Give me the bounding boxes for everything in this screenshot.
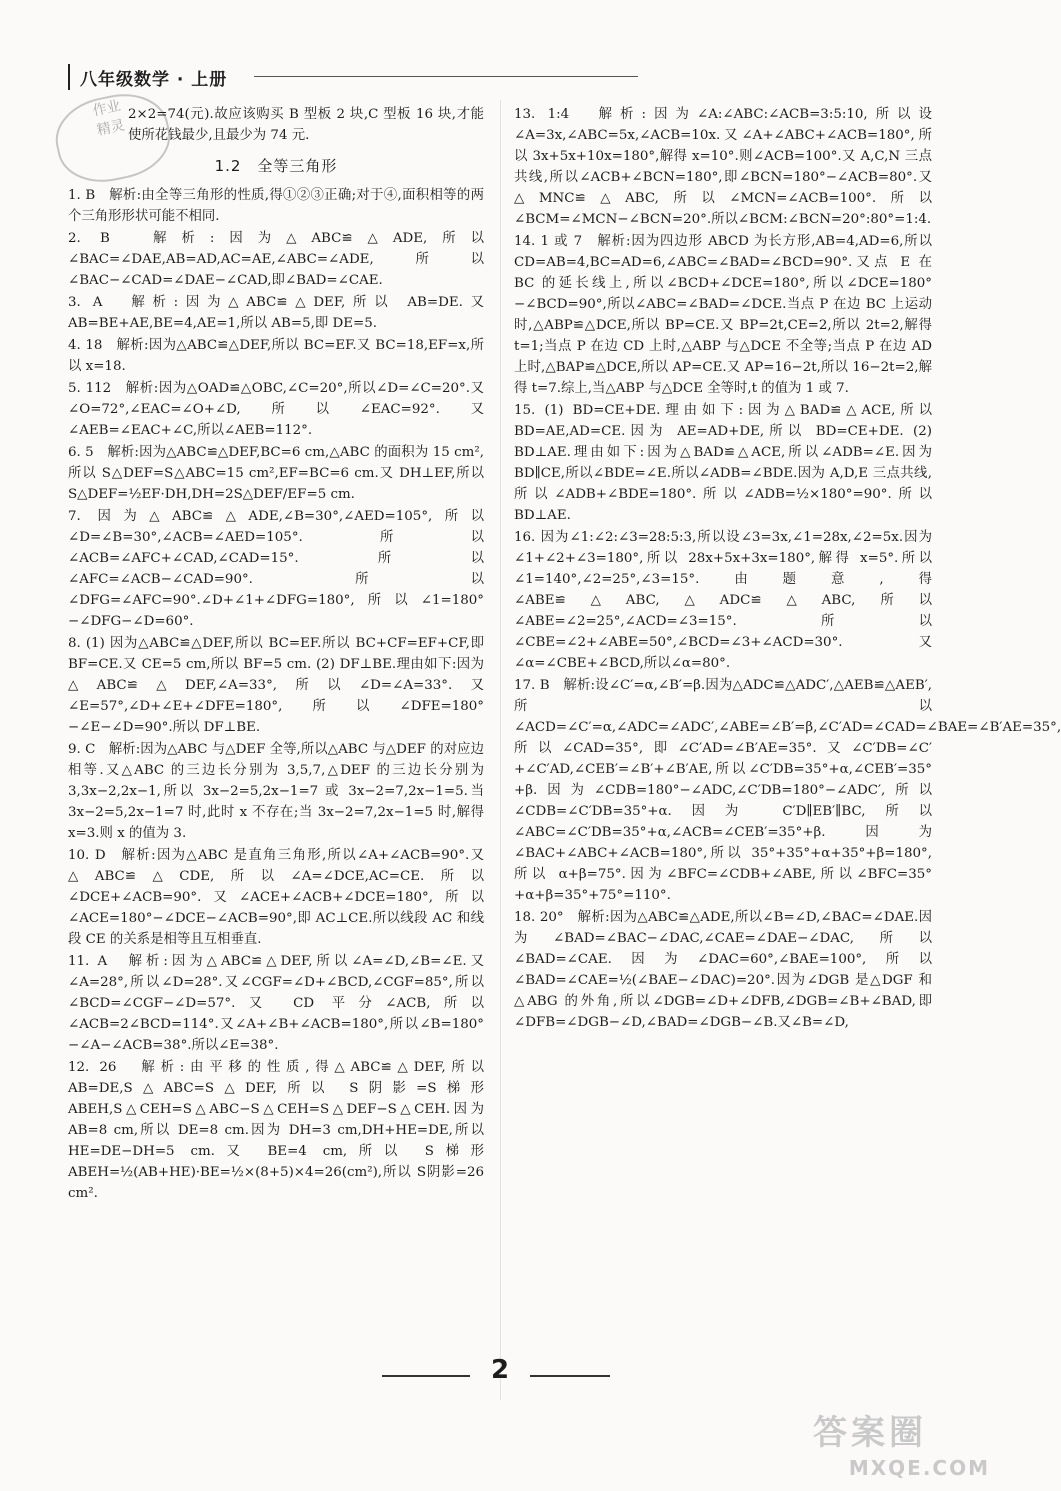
answer-item: 11. A 解析:因为△ABC≌△DEF,所以∠A=∠D,∠B=∠E.又∠A=28°,所以∠D=28°.又∠CGF=∠D+∠BCD,∠CGF=85°,所以∠BCD=∠CGF−∠D=57°.又 CD 平分∠ACB,所以∠ACB=2∠BCD=114°.又∠A+∠B+∠ACB=180°,所以∠B=180°−∠A−∠ACB=38°.所以∠E=38°. (68, 954, 484, 1053)
answer-item: 6. 5 解析:因为△ABC≌△DEF,BC=6 cm,△ABC 的面积为 15 cm²,所以 S△DEF=S△ABC=15 cm²,EF=BC=6 cm.又 DH⊥EF,所以 S△DEF=½EF·DH,DH=2S△DEF/EF=5 cm. (68, 445, 484, 502)
answer-item: 3. A 解析:因为△ABC≌△DEF,所以 AB=DE.又 AB=BE+AE,BE=4,AE=1,所以 AB=5,即 DE=5. (68, 295, 484, 331)
intro-text: 2×2=74(元).故应该购买 B 型板 2 块,C 型板 16 块,才能使所花钱最少,且最少为 74 元. (128, 107, 484, 143)
answer-item: 12. 26 解析:由平移的性质,得△ABC≌△DEF,所以 AB=DE,S△ABC=S△DEF,所以 S阴影=S梯形ABEH,S△CEH=S△ABC−S△CEH=S△DEF−S△CEH.因为 AB=8 cm,所以 DE=8 cm.因为 DH=3 cm,DH+HE=DE,所以 HE=DE−DH=5 cm.又 BE=4 cm,所以 S梯形ABEH=½(AB+HE)·BE=½×(8+5)×4=26(cm²),所以 S阴影=26 cm². (68, 1060, 484, 1201)
watermark-line1: 答案圈 (813, 1413, 927, 1453)
header-rule (254, 76, 638, 77)
section-title: 1.2 全等三角形 (214, 157, 338, 175)
page-footer (0, 1355, 1000, 1395)
column-divider (500, 100, 501, 1400)
answer-item: 17. B 解析:设∠C′=α,∠B′=β.因为△ADC≌△ADC′,△AEB≌△AEB′,所以∠ACD=∠C′=α,∠ADC=∠ADC′,∠ABE=∠B′=β,∠C′AD=∠CAD=∠BAE=∠B′AE=35°,所以∠CAD=35°,即∠C′AD=∠B′AE=35°.又∠C′DB=∠C′+∠C′AD,∠CEB′=∠B′+∠B′AE,所以∠C′DB=35°+α,∠CEB′=35°+β.因为∠CDB=180°−∠ADC,∠C′DB=180°−∠ADC′,所以∠CDB=∠C′DB=35°+α.因为 C′D∥EB′∥BC,所以∠ABC=∠C′DB=35°+α,∠ACB=∠CEB′=35°+β.因为∠BAC+∠ABC+∠ACB=180°,所以 35°+35°+α+35°+β=180°,所以 α+β=75°.因为∠BFC=∠CDB+∠ABE,所以∠BFC=35°+α+β=35°+75°=110°. (514, 678, 1061, 903)
answer-item: 7. 因为△ABC≌△ADE,∠B=30°,∠AED=105°,所以∠D=∠B=30°,∠ACB=∠AED=105°.所以∠ACB=∠AFC+∠CAD,∠CAD=15°.所以∠AFC=∠ACB−∠CAD=90°.所以∠DFG=∠AFC=90°.∠D+∠1+∠DFG=180°,所以∠1=180°−∠DFG−∠D=60°. (68, 509, 484, 629)
answer-item: 16. 因为∠1:∠2:∠3=28:5:3,所以设∠3=3x,∠1=28x,∠2=5x.因为∠1+∠2+∠3=180°,所以 28x+5x+3x=180°,解得 x=5°.所以∠1=140°,∠2=25°,∠3=15°.由题意,得∠ABE≌△ABC,△ADC≌△ABC,所以∠ABE=∠2=25°,∠ACD=∠3=15°.所以∠CBE=∠2+∠ABE=50°,∠BCD=∠3+∠ACD=30°.又∠α=∠CBE+∠BCD,所以∠α=80°. (514, 530, 932, 671)
answer-item: 13. 1:4 解析:因为∠A:∠ABC:∠ACB=3:5:10,所以设∠A=3x,∠ABC=5x,∠ACB=10x.又∠A+∠ABC+∠ACB=180°,所以 3x+5x+10x=180°,解得 x=10°.则∠ACB=100°.又 A,C,N 三点共线,所以∠ACB+∠BCN=180°,即∠BCN=180°−∠ACB=80°.又△MNC≌△ABC,所以∠MCN=∠ACB=100°.所以∠BCM=∠MCN−∠BCN=20°.所以∠BCM:∠BCN=20°:80°=1:4. (514, 107, 932, 227)
answer-item: 15. (1) BD=CE+DE.理由如下:因为△BAD≌△ACE,所以 BD=AE,AD=CE.因为 AE=AD+DE,所以 BD=CE+DE. (2) BD⊥AE.理由如下:因为△BAD≌△ACE,所以∠ADB=∠E.因为 BD∥CE,所以∠BDE=∠E.所以∠ADB=∠BDE.因为 A,D,E 三点共线,所以∠ADB+∠BDE=180°.所以∠ADB=½×180°=90°.所以 BD⊥AE. (514, 403, 932, 523)
right-column (514, 104, 1061, 1034)
stamp-line1: 作业 (91, 97, 123, 120)
stamp-line2: 精灵 (95, 117, 127, 139)
answer-item: 8. (1) 因为△ABC≌△DEF,所以 BC=EF.所以 BC+CF=EF+CF,即 BF=CE.又 CE=5 cm,所以 BF=5 cm. (2) DF⊥BE.理由如下:因为△ABC≌△DEF,∠A=33°,所以∠D=∠A=33°.又∠E=57°,∠D+∠E+∠DFE=180°,所以∠DFE=180°−∠E−∠D=90°.所以 DF⊥BE. (68, 636, 484, 735)
left-column (68, 104, 484, 1205)
watermark-logo (750, 1405, 990, 1485)
header-bar (68, 64, 70, 90)
header-title: 八年级数学 · 上册 (80, 70, 228, 90)
page-number: 2 (490, 1355, 510, 1385)
footer-rule-right (530, 1375, 610, 1377)
answer-item: 4. 18 解析:因为△ABC≌△DEF,所以 BC=EF.又 BC=18,EF=x,所以 x=18. (68, 338, 484, 374)
answer-item: 1. B 解析:由全等三角形的性质,得①②③正确;对于④,面积相等的两个三角形形状可能不相同. (68, 188, 484, 224)
answer-item: 14. 1 或 7 解析:因为四边形 ABCD 为长方形,AB=4,AD=6,所以 CD=AB=4,BC=AD=6,∠ABC=∠BAD=∠BCD=90°.又点 E 在 BC 的延长线上,所以∠BCD+∠DCE=180°,所以∠DCE=180°−∠BCD=90°,所以∠ABC=∠BAD=∠DCE.当点 P 在边 BC 上运动时,△ABP≌△DCE,所以 BP=CE.又 BP=2t,CE=2,所以 2t=2,解得 t=1;当点 P 在边 CD 上时,△ABP 与△DCE 不全等;当点 P 在边 AD 上时,△BAP≌△DCE,所以 AP=CE.又 AP=16−2t,所以 16−2t=2,解得 t=7.综上,当△ABP 与△DCE 全等时,t 的值为 1 或 7. (514, 234, 932, 396)
watermark-line2: MXQE.COM (848, 1456, 990, 1480)
answer-item: 9. C 解析:因为△ABC 与△DEF 全等,所以△ABC 与△DEF 的对应边相等.又△ABC 的三边长分别为 3,5,7,△DEF 的三边长分别为 3,3x−2,2x−1,所以 3x−2=5,2x−1=7 或 3x−2=7,2x−1=5.当 3x−2=5,2x−1=7 时,此时 x 不存在;当 3x−2=7,2x−1=5 时,解得 x=3.则 x 的值为 3. (68, 742, 484, 841)
answer-item: 10. D 解析:因为△ABC 是直角三角形,所以∠A+∠ACB=90°.又△ABC≌△CDE,所以∠A=∠DCE,AC=CE.所以∠DCE+∠ACB=90°.又∠ACE+∠ACB+∠DCE=180°,所以∠ACE=180°−∠DCE−∠ACB=90°,即 AC⊥CE.所以线段 AC 和线段 CE 的关系是相等且互相垂直. (68, 848, 484, 947)
answer-item: 2. B 解析:因为△ABC≌△ADE,所以∠BAC=∠DAE,AB=AD,AC=AE,∠ABC=∠ADE,所以∠BAC−∠CAD=∠DAE−∠CAD,即∠BAD=∠CAE. (68, 231, 484, 288)
footer-rule-left (382, 1375, 470, 1377)
answer-item: 5. 112 解析:因为△OAD≌△OBC,∠C=20°,所以∠D=∠C=20°.又∠O=72°,∠EAC=∠O+∠D,所以∠EAC=92°.又∠AEB=∠EAC+∠C,所以∠AEB=112°. (68, 381, 484, 438)
answer-item: 18. 20° 解析:因为△ABC≌△ADE,所以∠B=∠D,∠BAC=∠DAE.因为∠BAD=∠BAC−∠DAC,∠CAE=∠DAE−∠DAC,所以∠BAD=∠CAE.因为∠DAC=60°,∠BAE=100°,所以∠BAD=∠CAE=½(∠BAE−∠DAC)=20°.因为∠DGB 是△DGF 和△ABG 的外角,所以∠DGB=∠D+∠DFB,∠DGB=∠B+∠BAD,即∠DFB=∠DGB−∠D,∠BAD=∠DGB−∠B.又∠B=∠D, (514, 910, 932, 1030)
